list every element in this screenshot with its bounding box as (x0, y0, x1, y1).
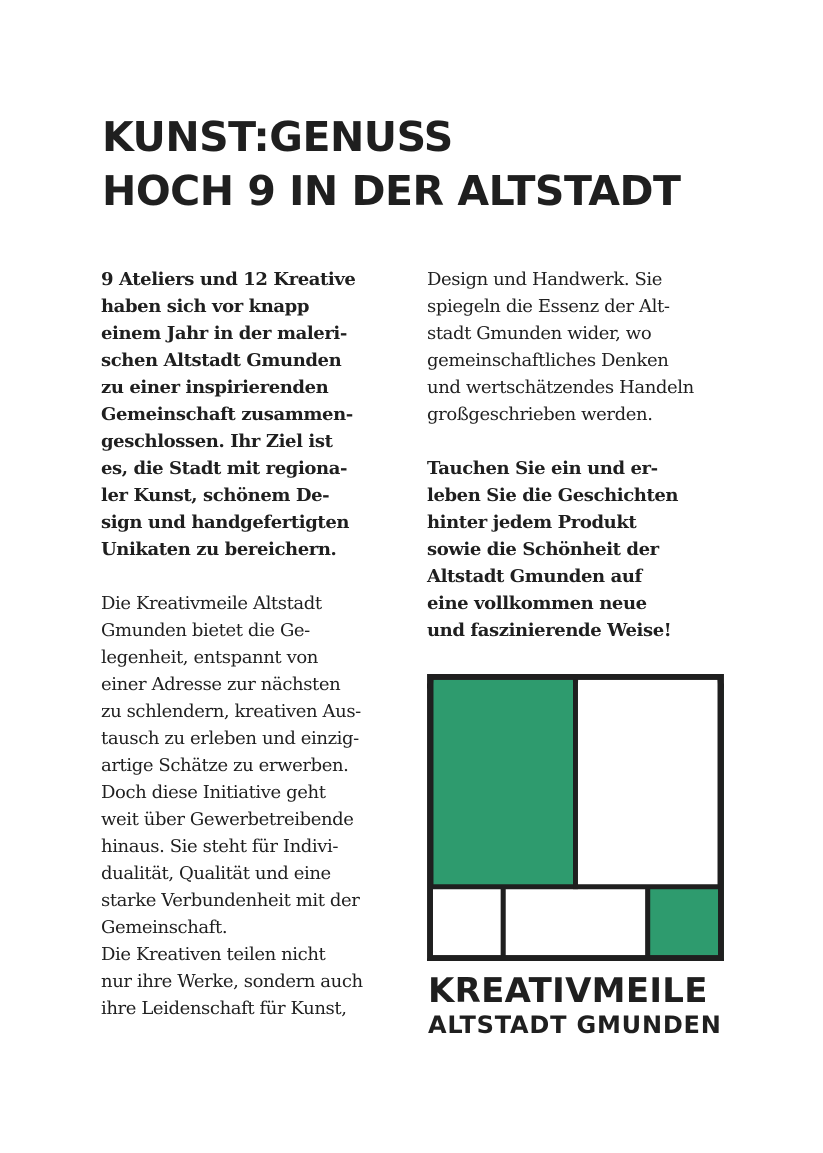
text-line: geschlossen. Ihr Ziel ist (101, 431, 333, 452)
page-title (102, 110, 762, 218)
logo-wordmark (428, 972, 728, 1040)
text-line: legenheit, entspannt von (101, 647, 318, 668)
title-line-1: KUNST:GENUSS (102, 113, 453, 161)
text-line: hinaus. Sie steht für Indivi- (101, 836, 339, 857)
text-line: zu schlendern, kreativen Aus- (101, 701, 361, 722)
left-column (101, 266, 411, 1022)
text-line: Unikaten zu bereichern. (101, 539, 337, 560)
text-line: gemeinschaftliches Denken (427, 350, 669, 371)
body-paragraph-continued (427, 266, 737, 428)
text-line: starke Verbundenheit mit der (101, 890, 360, 911)
text-line: und wertschätzendes Handeln (427, 377, 694, 398)
text-line: Doch diese Initiative geht (101, 782, 326, 803)
scale-shape (576, 674, 720, 887)
title-line-2: HOCH 9 IN DER ALTSTADT (102, 167, 681, 215)
text-line: weit über Gewerbetreibende (101, 809, 354, 830)
text-line: stadt Gmunden wider, wo (427, 323, 652, 344)
text-line: Die Kreativen teilen nicht (101, 944, 326, 965)
text-line: Design und Handwerk. Sie (427, 269, 663, 290)
text-line: 9 Ateliers und 12 Kreative (101, 269, 356, 290)
body-paragraph (101, 590, 411, 1022)
scale-pattern-logo-icon (427, 674, 724, 961)
text-line: spiegeln die Essenz der Alt- (427, 296, 670, 317)
text-line: eine vollkommen neue (427, 593, 647, 614)
paragraph-gap (427, 428, 737, 455)
text-line: leben Sie die Geschichten (427, 485, 679, 506)
text-line: einer Adresse zur nächsten (101, 674, 341, 695)
paragraph-gap (101, 563, 411, 590)
text-line: Altstadt Gmunden auf (427, 566, 642, 587)
text-line: schen Altstadt Gmunden (101, 350, 342, 371)
right-column (427, 266, 737, 644)
text-line: ler Kunst, schönem De- (101, 485, 330, 506)
text-line: sowie die Schönheit der (427, 539, 659, 560)
text-line: Tauchen Sie ein und er- (427, 458, 658, 479)
scale-shape (431, 674, 575, 887)
text-line: Gmunden bietet die Ge- (101, 620, 310, 641)
text-line: einem Jahr in der maleri- (101, 323, 347, 344)
text-line: nur ihre Werke, sondern auch (101, 971, 363, 992)
intro-paragraph (101, 266, 411, 563)
text-line: Gemeinschaft. (101, 917, 228, 938)
text-line: haben sich vor knapp (101, 296, 310, 317)
text-line: tausch zu erleben und einzig- (101, 728, 359, 749)
text-line: ihre Leidenschaft für Kunst, (101, 998, 347, 1019)
text-line: Gemeinschaft zusammen- (101, 404, 353, 425)
logo-line-1: KREATIVMEILE (428, 971, 708, 1011)
text-line: und faszinierende Weise! (427, 620, 672, 641)
text-line: artige Schätze zu erwerben. (101, 755, 349, 776)
text-line: hinter jedem Produkt (427, 512, 637, 533)
logo-line-2: ALTSTADT GMUNDEN (428, 1011, 722, 1039)
text-line: zu einer inspirierenden (101, 377, 329, 398)
closing-paragraph (427, 455, 737, 644)
text-line: großgeschrieben werden. (427, 404, 653, 425)
text-line: Die Kreativmeile Altstadt (101, 593, 322, 614)
text-line: es, die Stadt mit regiona- (101, 458, 348, 479)
text-line: sign und handgefertigten (101, 512, 350, 533)
text-line: dualität, Qualität und eine (101, 863, 331, 884)
